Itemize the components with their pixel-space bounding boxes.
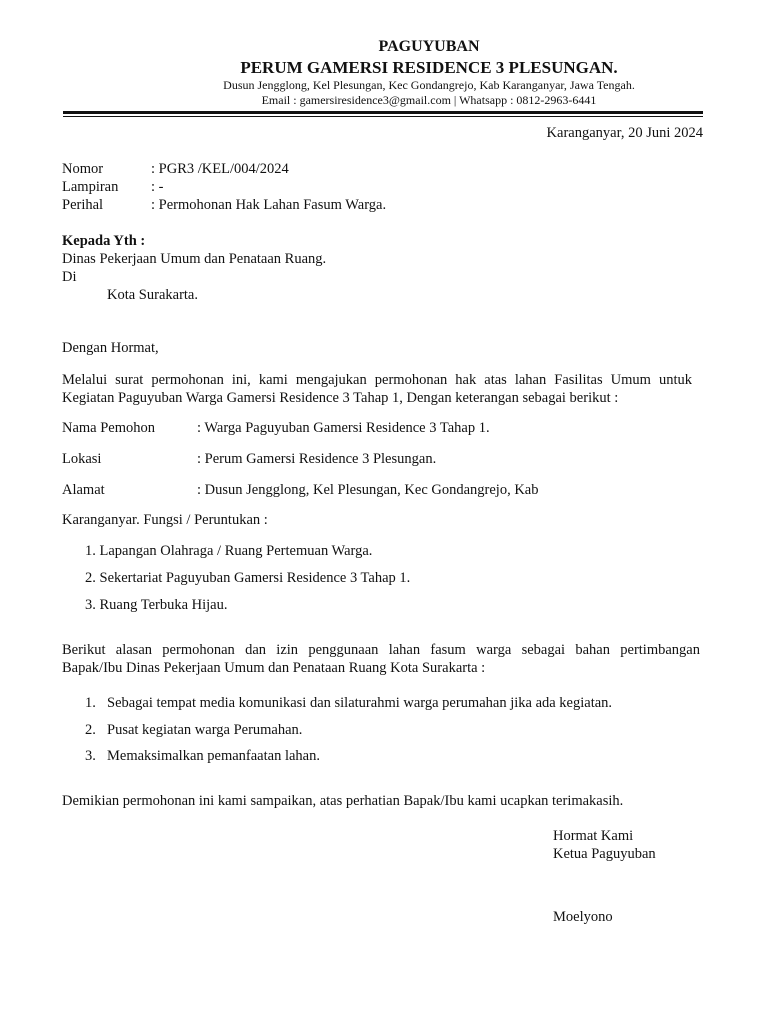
recipient-di: Di: [62, 269, 77, 285]
reason-text: Sebagai tempat media komunikasi dan silaturahmi warga perumahan jika ada kegiatan.: [107, 695, 613, 711]
reason-line-1: Berikut alasan permohonan dan izin penggunaan lahan fasum warga sebagai bahan pertimbangan: [62, 642, 700, 658]
fungsi-item: 1. Lapangan Olahraga / Ruang Pertemuan Warga.: [85, 543, 373, 559]
meta-label-nomor: Nomor: [62, 161, 104, 177]
meta-value-lampiran: : -: [151, 179, 164, 195]
reason-number: 1.: [85, 695, 96, 711]
meta-label-lampiran: Lampiran: [62, 179, 119, 195]
reason-text: Memaksimalkan pemanfaatan lahan.: [107, 748, 320, 764]
reason-line-2: Bapak/Ibu Dinas Pekerjaan Umum dan Penataan Ruang Kota Surakarta :: [62, 660, 486, 676]
meta-label-perihal: Perihal: [62, 197, 104, 213]
detail-value-pemohon: : Warga Paguyuban Gamersi Residence 3 Tahap 1.: [197, 420, 490, 436]
signature-name: Moelyono: [553, 909, 613, 925]
intro-paragraph: [62, 371, 692, 407]
org-name-line1: PAGUYUBAN: [378, 38, 480, 55]
signature-regards: Hormat Kami: [553, 828, 634, 844]
fungsi-line: Karanganyar. Fungsi / Peruntukan :: [62, 512, 268, 528]
org-contact: Email : gamersiresidence3@gmail.com | Whatsapp : 0812-2963-6441: [261, 93, 597, 107]
detail-label-lokasi: Lokasi: [62, 451, 102, 467]
signature-title: Ketua Paguyuban: [553, 846, 656, 862]
reason-number: 2.: [85, 722, 96, 738]
detail-value-alamat: : Dusun Jengglong, Kel Plesungan, Kec Gondangrejo, Kab: [197, 482, 539, 498]
meta-value-nomor: : PGR3 /KEL/004/2024: [151, 161, 289, 177]
reason-paragraph: [62, 641, 700, 677]
recipient-city: Kota Surakarta.: [107, 287, 198, 303]
detail-label-alamat: Alamat: [62, 482, 105, 498]
header-rule-thin: [63, 116, 703, 117]
fungsi-item: 2. Sekertariat Paguyuban Gamersi Residence 3 Tahap 1.: [85, 570, 411, 586]
place-date: Karanganyar, 20 Juni 2024: [546, 125, 703, 141]
fungsi-item: 3. Ruang Terbuka Hijau.: [85, 597, 228, 613]
reason-number: 3.: [85, 748, 96, 764]
detail-value-lokasi: : Perum Gamersi Residence 3 Plesungan.: [197, 451, 437, 467]
org-name-line2: PERUM GAMERSI RESIDENCE 3 PLESUNGAN.: [240, 58, 618, 77]
recipient-name: Dinas Pekerjaan Umum dan Penataan Ruang.: [62, 251, 327, 267]
intro-line-2: Kegiatan Paguyuban Warga Gamersi Residence 3 Tahap 1, Dengan keterangan sebagai berikut :: [62, 390, 619, 406]
header-rule-thick: [63, 111, 703, 114]
intro-line-1: Melalui surat permohonan ini, kami mengajukan permohonan hak atas lahan Fasilitas Umum untuk: [62, 372, 692, 388]
reason-text: Pusat kegiatan warga Perumahan.: [107, 722, 303, 738]
greeting: Dengan Hormat,: [62, 340, 159, 356]
recipient-heading: Kepada Yth :: [62, 233, 146, 249]
closing-sentence: Demikian permohonan ini kami sampaikan, atas perhatian Bapak/Ibu kami ucapkan terimakasih.: [62, 793, 624, 809]
detail-label-pemohon: Nama Pemohon: [62, 420, 156, 436]
org-address: Dusun Jengglong, Kel Plesungan, Kec Gondangrejo, Kab Karanganyar, Jawa Tengah.: [223, 78, 635, 92]
meta-value-perihal: : Permohonan Hak Lahan Fasum Warga.: [151, 197, 387, 213]
